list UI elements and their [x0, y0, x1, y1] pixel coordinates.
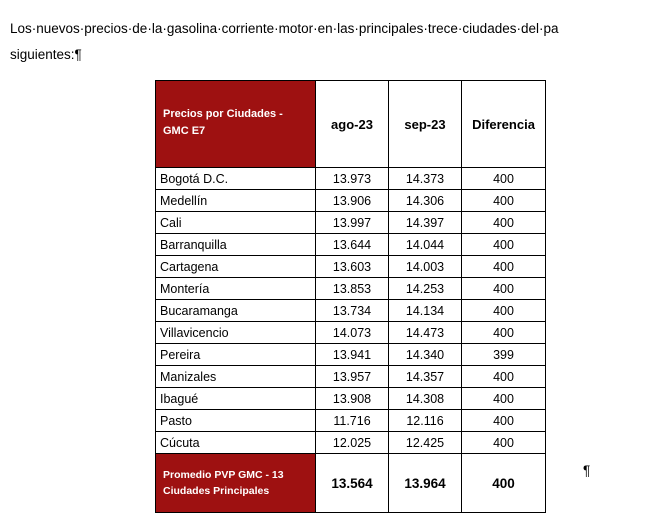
cell-city: Bucaramanga: [156, 300, 316, 322]
table-row: [156, 410, 546, 432]
cell-dif: 400: [462, 168, 546, 190]
cell-ago23: 13.973: [316, 168, 389, 190]
cell-city: Cartagena: [156, 256, 316, 278]
table-row: [156, 190, 546, 212]
cell-sep23: 14.308: [389, 388, 462, 410]
footer-cell-dif: 400: [462, 454, 546, 513]
table-row: [156, 344, 546, 366]
table-row: [156, 388, 546, 410]
table-row: [156, 168, 546, 190]
cell-dif: 400: [462, 388, 546, 410]
price-table-wrapper: [155, 80, 546, 513]
cell-ago23: 13.957: [316, 366, 389, 388]
cell-ago23: 13.997: [316, 212, 389, 234]
cell-sep23: 14.306: [389, 190, 462, 212]
table-footer-row: [156, 454, 546, 513]
cell-city: Villavicencio: [156, 322, 316, 344]
header-cell-city: Precios por Ciudades - GMC E7: [156, 81, 316, 168]
price-table: [155, 80, 546, 513]
table-row: [156, 366, 546, 388]
cell-ago23: 12.025: [316, 432, 389, 454]
cell-ago23: 14.073: [316, 322, 389, 344]
cell-dif: 400: [462, 212, 546, 234]
cell-sep23: 14.253: [389, 278, 462, 300]
cell-sep23: 14.044: [389, 234, 462, 256]
cell-ago23: 13.734: [316, 300, 389, 322]
cell-dif: 400: [462, 432, 546, 454]
table-body: [156, 168, 546, 454]
cell-sep23: 14.373: [389, 168, 462, 190]
cell-dif: 399: [462, 344, 546, 366]
cell-city: Barranquilla: [156, 234, 316, 256]
cell-city: Manizales: [156, 366, 316, 388]
table-header-row: [156, 81, 546, 168]
table-row: [156, 300, 546, 322]
cell-dif: 400: [462, 410, 546, 432]
cell-ago23: 13.906: [316, 190, 389, 212]
cell-sep23: 12.116: [389, 410, 462, 432]
cell-ago23: 13.853: [316, 278, 389, 300]
table-footer: [156, 454, 546, 513]
intro-line-2: siguientes:¶: [10, 47, 82, 62]
cell-city: Cali: [156, 212, 316, 234]
cell-dif: 400: [462, 322, 546, 344]
cell-dif: 400: [462, 190, 546, 212]
cell-city: Pasto: [156, 410, 316, 432]
cell-sep23: 14.340: [389, 344, 462, 366]
intro-line-1: Los·nuevos·precios·de·la·gasolina·corriente·motor·en·las·principales·trece·ciudades·del·pa: [10, 21, 559, 36]
table-header: [156, 81, 546, 168]
table-row: [156, 432, 546, 454]
table-row: [156, 256, 546, 278]
cell-dif: 400: [462, 366, 546, 388]
table-row: [156, 234, 546, 256]
cell-city: Pereira: [156, 344, 316, 366]
cell-sep23: 14.473: [389, 322, 462, 344]
table-row: [156, 278, 546, 300]
cell-ago23: 13.941: [316, 344, 389, 366]
cell-sep23: 14.357: [389, 366, 462, 388]
cell-dif: 400: [462, 278, 546, 300]
cell-dif: 400: [462, 300, 546, 322]
cell-sep23: 14.003: [389, 256, 462, 278]
table-row: [156, 322, 546, 344]
cell-city: Montería: [156, 278, 316, 300]
table-row: [156, 212, 546, 234]
cell-sep23: 14.397: [389, 212, 462, 234]
cell-city: Bogotá D.C.: [156, 168, 316, 190]
intro-paragraph: [10, 16, 646, 68]
cell-ago23: 13.908: [316, 388, 389, 410]
cell-sep23: 14.134: [389, 300, 462, 322]
header-cell-ago23: ago-23: [316, 81, 389, 168]
header-cell-sep23: sep-23: [389, 81, 462, 168]
cell-city: Medellín: [156, 190, 316, 212]
cell-ago23: 13.603: [316, 256, 389, 278]
header-cell-diferencia: Diferencia: [462, 81, 546, 168]
cell-city: Ibagué: [156, 388, 316, 410]
footer-cell-ago23: 13.564: [316, 454, 389, 513]
cell-ago23: 11.716: [316, 410, 389, 432]
cell-sep23: 12.425: [389, 432, 462, 454]
cell-ago23: 13.644: [316, 234, 389, 256]
footer-cell-label: Promedio PVP GMC - 13 Ciudades Principales: [156, 454, 316, 513]
cell-city: Cúcuta: [156, 432, 316, 454]
cell-dif: 400: [462, 234, 546, 256]
footer-cell-sep23: 13.964: [389, 454, 462, 513]
paragraph-mark: ¶: [583, 463, 591, 478]
cell-dif: 400: [462, 256, 546, 278]
